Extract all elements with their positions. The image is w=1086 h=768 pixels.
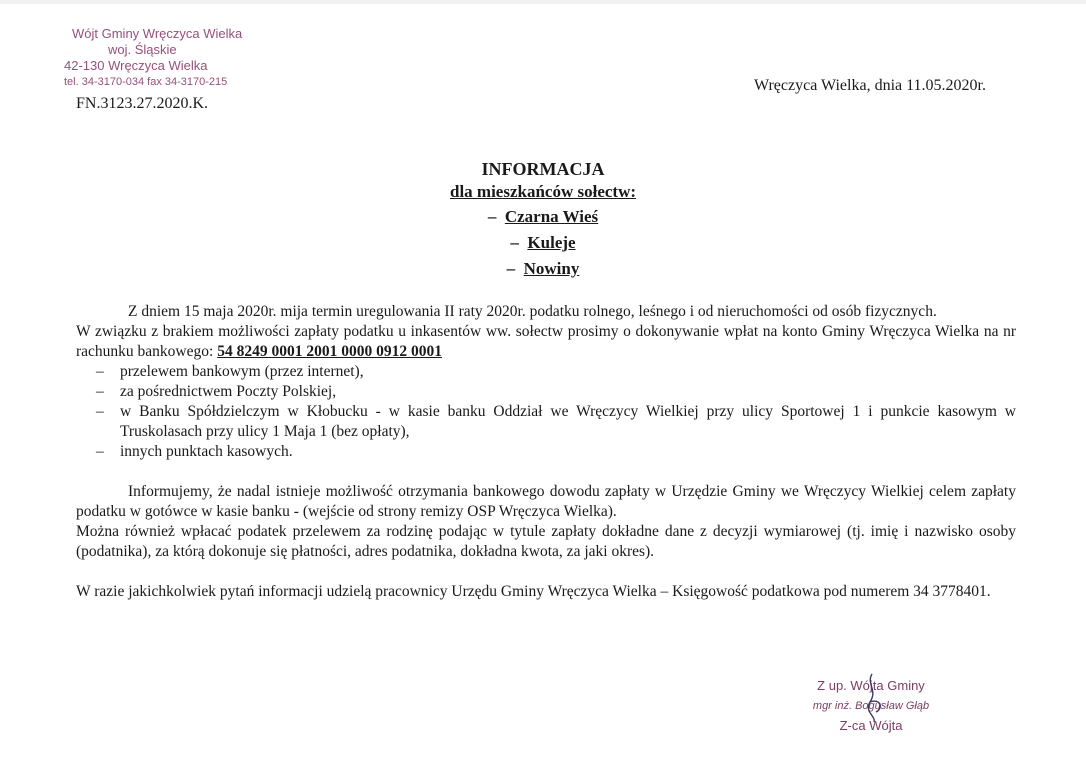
paragraph-deadline: Z dniem 15 maja 2020r. mija termin uregulowania II raty 2020r. podatku rolnego, leśnego i od nieruchomości od osób fizycznych. [128,303,937,320]
locality-item [0,230,1086,256]
document-body [76,302,1016,602]
paragraph-bank-proof: Informujemy, że nadal istnieje możliwość otrzymania bankowego dowodu zapłaty w Urzędzie Gminy we Wręczycy Wielkiej celem zapłaty podatku w gotówce w kasie banku - (wejście od strony remizy OSP Wręczyca Wielka). [76,483,1016,520]
stamp-line-office: Wójt Gminy Wręczyca Wielka [72,26,243,41]
list-dash: – [96,403,104,420]
signature-name: mgr inż. Bogusław Głąb [812,700,930,712]
paragraph-contact: W razie jakichkolwiek pytań informacji udzielą pracownicy Urzędu Gminy Wręczyca Wielka – Księgowość podatkowa pod numerem 34 3778401. [76,583,991,600]
list-item [76,402,1016,442]
locality-name: Nowiny [523,259,580,278]
document-title: INFORMACJA [481,159,605,179]
signature-position: Z-ca Wójta [839,718,903,733]
locality-name: Czarna Wieś [504,207,599,226]
office-stamp [64,26,254,90]
list-dash: – [96,443,104,460]
locality-dash: – [506,259,516,278]
stamp-line-voivodeship: woj. Śląskie [108,42,177,57]
locality-name: Kuleje [527,233,576,252]
payment-methods-list [76,362,1016,462]
page-top-edge [0,0,1086,4]
document-subtitle: dla mieszkańców sołectw: [449,182,637,201]
list-item-text: w Banku Spółdzielczym w Kłobucku - w kasie banku Oddział we Wręczycy Wielkiej przy ulicy Sportowej 1 i punkcie kasowym w Truskolasach przy ulicy 1 Maja 1 (bez opłaty), [120,403,1016,440]
document-heading [0,158,1086,282]
handwritten-signature [858,672,888,724]
list-dash: – [96,363,104,380]
bank-account-number: 54 8249 0001 2001 0000 0912 0001 [217,343,442,360]
list-item-text: za pośrednictwem Poczty Polskiej, [120,383,337,400]
locality-dash: – [487,207,497,226]
list-item [76,442,1016,462]
locality-item [0,204,1086,230]
paragraph-payment-info [76,322,1016,362]
signature-authority: Z up. Wójta Gminy [817,678,925,693]
paragraph-gap [76,562,1016,582]
paragraph-family-payment: Można również wpłacać podatek przelewem za rodzinę podając w tytule zapłaty dokładne dane z decyzji wymiarowej (tj. imię i nazwisko osoby (podatnika), za którą dokonuje się płatności, adres podatnika, dokładna kwota, za jaki okres). [76,523,1016,560]
payment-info-text: W związku z brakiem możliwości zapłaty podatku u inkasentów ww. sołectw prosimy o dokonywanie wpłat na konto Gminy Wręczyca Wielka na nr rachunku bankowego: [76,323,1016,360]
list-dash: – [96,383,104,400]
list-item [76,362,1016,382]
list-item-text: innych punktach kasowych. [120,443,293,460]
document-reference: FN.3123.27.2020.K. [76,95,209,112]
list-item [76,382,1016,402]
list-item-text: przelewem bankowym (przez internet), [120,363,364,380]
locality-item [0,256,1086,282]
locality-dash: – [510,233,519,252]
stamp-line-address: 42-130 Wręczyca Wielka [64,58,208,73]
paragraph-gap [76,462,1016,482]
stamp-line-phone: tel. 34-3170-034 fax 34-3170-215 [64,76,228,88]
place-and-date: Wręczyca Wielka, dnia 11.05.2020r. [754,77,986,94]
